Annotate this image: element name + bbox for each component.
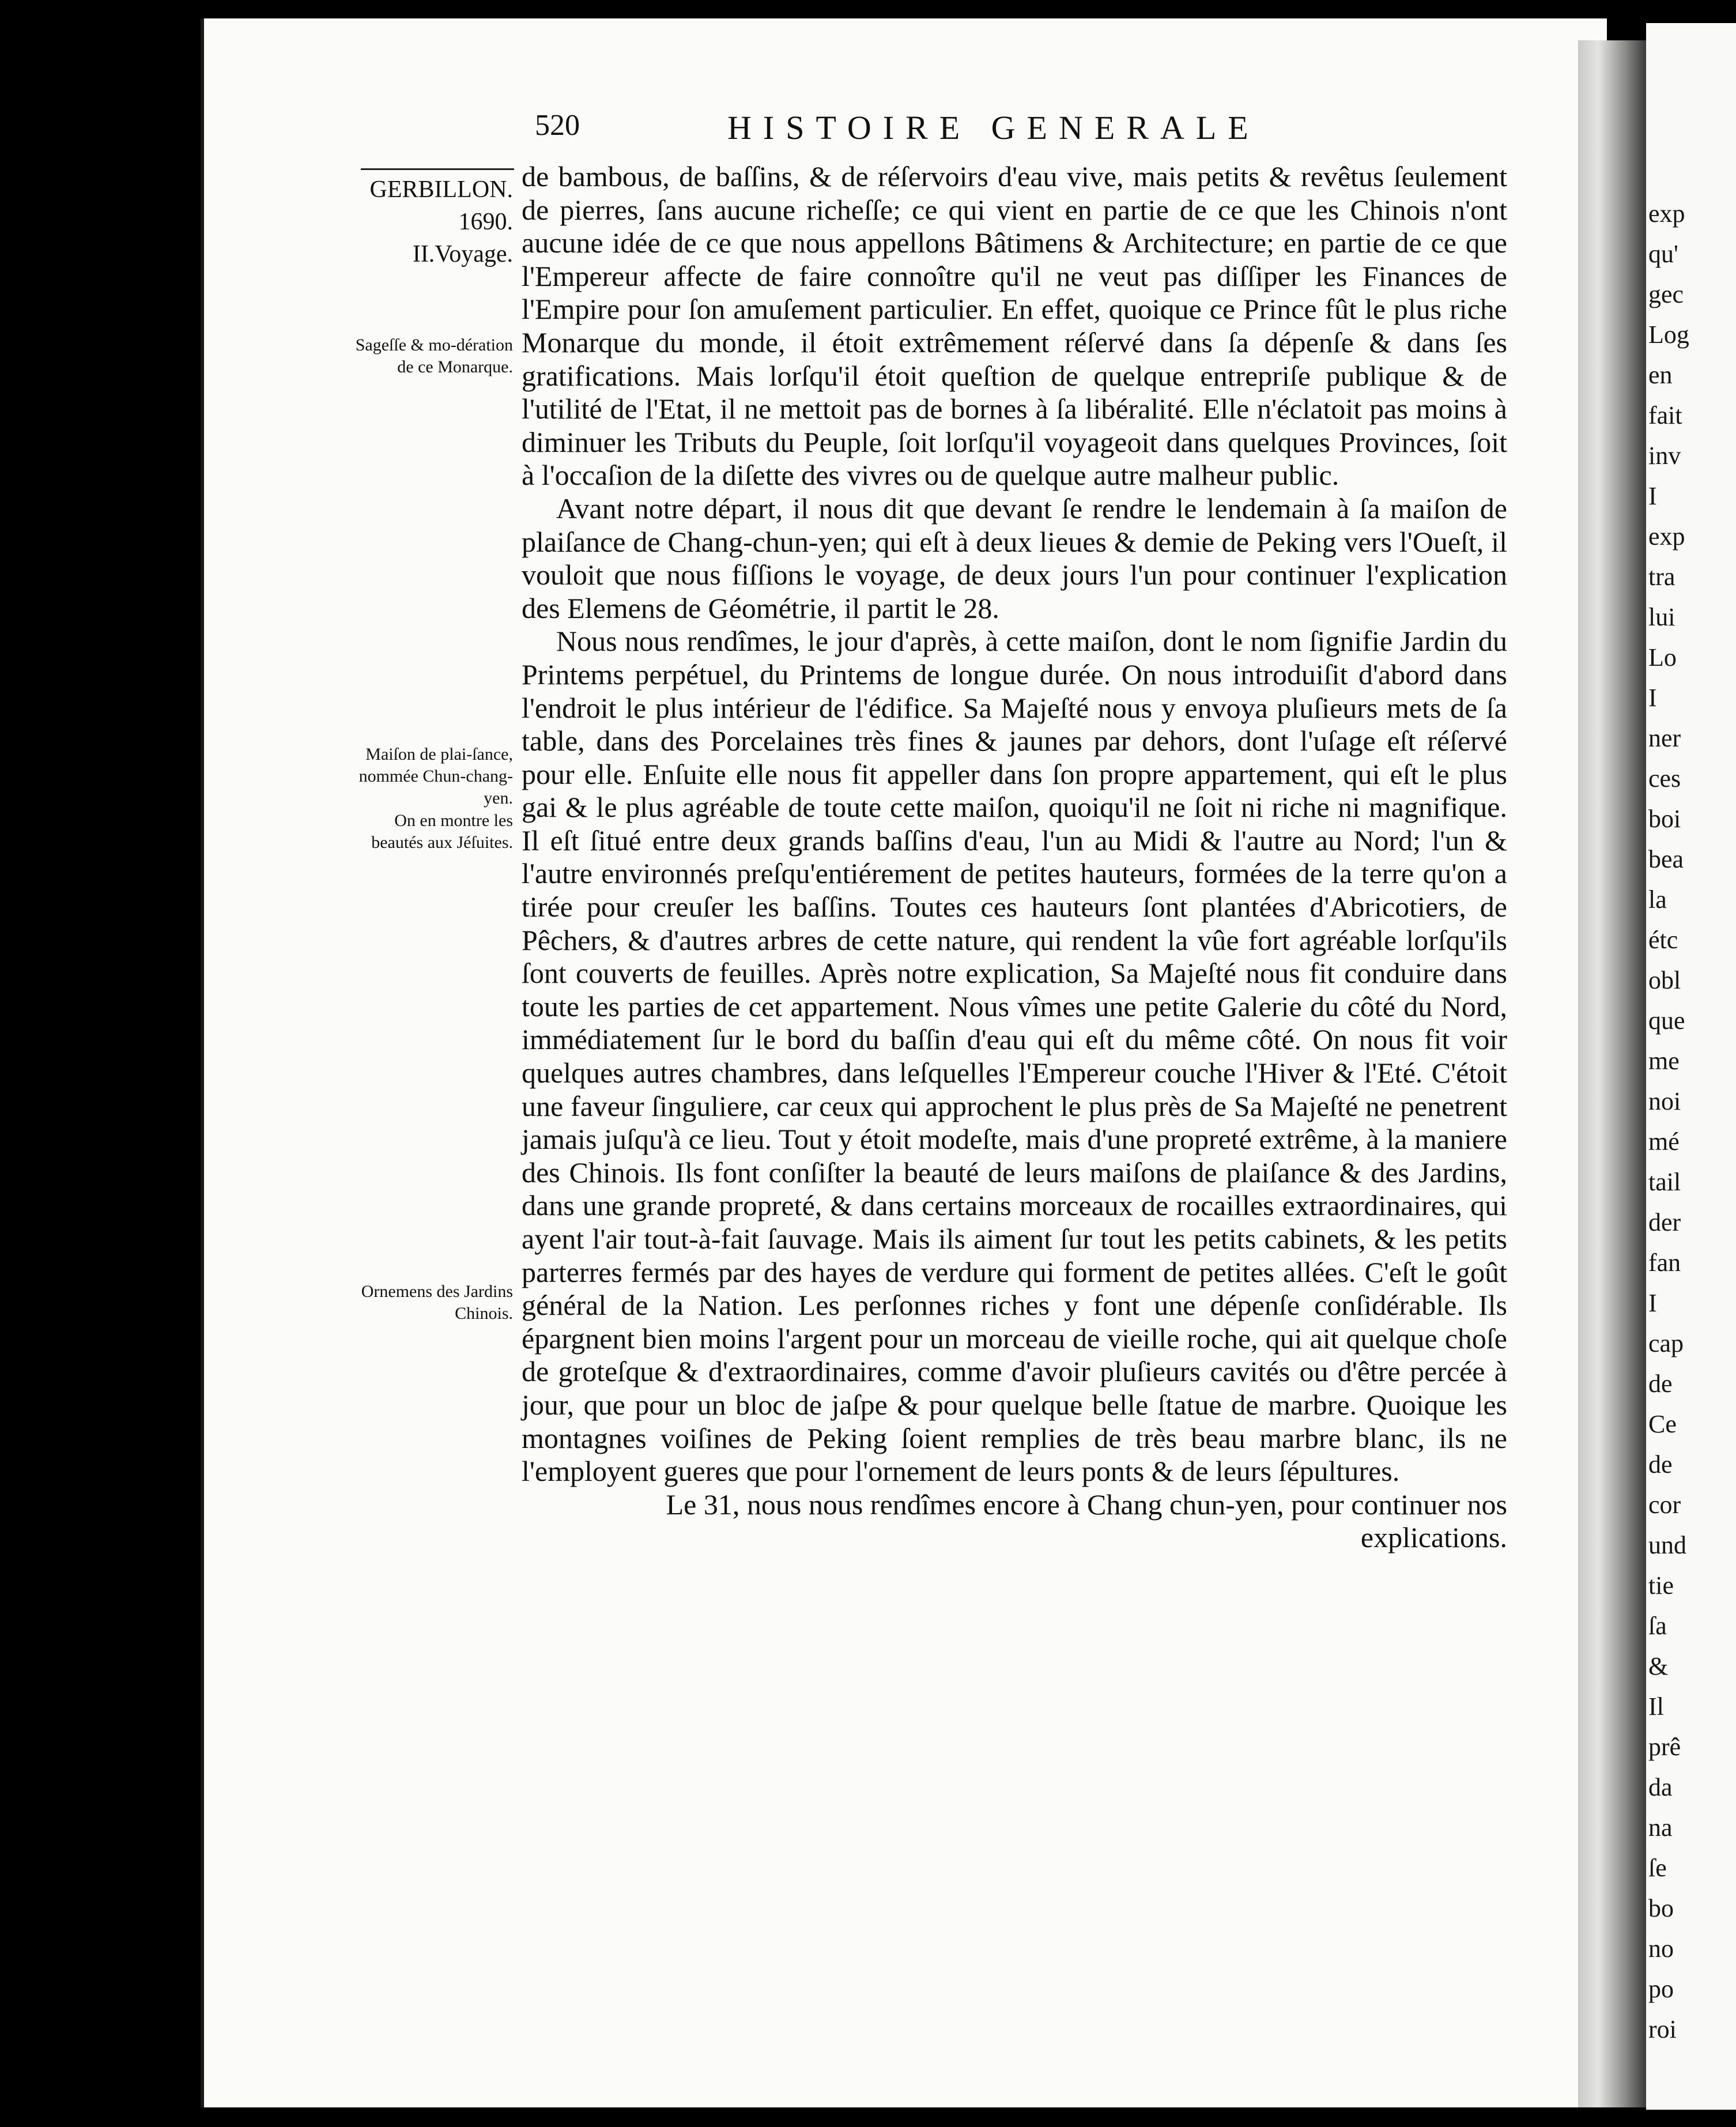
- facing-page-fragment: boi: [1648, 805, 1681, 833]
- margin-note-gardens: Ornemens des Jardins Chinois.: [361, 1282, 513, 1323]
- facing-page-fragment: und: [1648, 1531, 1686, 1559]
- facing-page-fragment: da: [1648, 1773, 1673, 1801]
- paragraph-2: Avant notre départ, il nous dit que devant ſe rendre le lendemain à ſa maiſon de plaiſance de Chang-chun-yen; qui eſt à deux lieues & demie de Peking vers l'Oueſt, il vouloit que nous fiſſions le voyage, de deux jours l'un pour continuer l'explication des Elemens de Géométrie, il partit le 28.: [522, 492, 1507, 624]
- facing-page-fragment: ſa: [1648, 1612, 1667, 1640]
- facing-page-fragment: bo: [1648, 1894, 1674, 1922]
- facing-page-fragment: me: [1648, 1047, 1680, 1075]
- facing-page-fragment: mé: [1648, 1127, 1680, 1156]
- facing-page-fragment: &: [1648, 1652, 1669, 1680]
- facing-page-fragment: tail: [1648, 1168, 1681, 1196]
- facing-page-fragment: I: [1648, 482, 1657, 510]
- facing-page-fragment: Log: [1648, 320, 1689, 349]
- facing-page-fragment: cap: [1648, 1329, 1684, 1357]
- facing-page-fragment: gec: [1648, 280, 1684, 308]
- facing-page-fragment: Il: [1648, 1692, 1664, 1721]
- facing-page-fragment: ſe: [1648, 1854, 1667, 1882]
- facing-page-edge: [1646, 23, 1736, 2110]
- facing-page-fragment: en: [1648, 361, 1673, 389]
- page-number: 520: [535, 109, 580, 142]
- facing-page-fragment: Lo: [1648, 643, 1677, 672]
- facing-page-fragment: étc: [1648, 926, 1678, 954]
- facing-page-fragment: exp: [1648, 199, 1685, 228]
- facing-page-fragment: fait: [1648, 401, 1682, 429]
- facing-page-fragment: inv: [1648, 442, 1681, 470]
- margin-note-beauties: On en montre les beautés aux Jéſuites.: [371, 811, 513, 852]
- facing-page-fragment: noi: [1648, 1087, 1681, 1115]
- book-gutter: [1578, 40, 1646, 2107]
- margin-rule: [361, 168, 514, 170]
- facing-page-fragment: I: [1648, 684, 1657, 712]
- facing-page-fragment: no: [1648, 1934, 1674, 1963]
- facing-page-fragment: qu': [1648, 240, 1678, 268]
- running-title: HISTOIRE GENERALE: [727, 109, 1260, 146]
- facing-page-fragment: roi: [1648, 2015, 1677, 2043]
- facing-page-fragment: ces: [1648, 764, 1681, 793]
- margin-note-author: GERBILLON.: [369, 176, 513, 203]
- facing-page-fragment: bea: [1648, 845, 1684, 873]
- facing-page-fragment: cor: [1648, 1491, 1681, 1519]
- facing-page-fragment: tie: [1648, 1571, 1674, 1600]
- facing-page-fragment: obl: [1648, 966, 1681, 994]
- paragraph-3: Nous nous rendîmes, le jour d'après, à cette maiſon, dont le nom ſignifie Jardin du Printems perpétuel, du Printems de longue durée. On nous introduiſit d'abord dans l'endroit le plus intérieur de l'édifice. Sa Majeſté nous y envoya pluſieurs mets de ſa table, dans des Porcelaines très fines & jaunes par dehors, dont l'uſage eſt réſervé pour elle. Enſuite elle nous fit appeller dans ſon propre appartement, qui eſt le plus gai & le plus agréable de toute cette maiſon, quoiqu'il ne ſoit ni riche ni magnifique. Il eſt ſitué entre deux grands baſſins d'eau, l'un au Midi & l'autre au Nord; l'un & l'autre environnés preſqu'entiérement de petites hauteurs, formées de la terre qu'on a tirée pour creuſer les baſſins. Toutes ces hauteurs ſont plantées d'Abricotiers, de Pêchers, & d'autres arbres de cette nature, qui rendent la vûe fort agréable lorſqu'ils ſont couverts de feuilles. Après notre explication, Sa Majeſté nous fit conduire dans toute les parties de cet appartement. Nous vîmes une petite Galerie du côté du Nord, immédiatement ſur le bord du baſſin d'eau qui eſt du même côté. On nous fit voir quelques autres chambres, dans leſquelles l'Empereur couche l'Hiver & l'Eté. C'étoit une faveur ſinguliere, car ceux qui approchent le plus près de Sa Majeſté ne penetrent jamais juſqu'à ce lieu. Tout y étoit modeſte, mais d'une propreté extrême, à la maniere des Chinois. Ils font conſiſter la beauté de leurs maiſons de plaiſance & des Jardins, dans une grande propreté, & dans certains morceaux de rocailles extraordinaires, qui ayent l'air tout-à-fait ſauvage. Mais ils aiment ſur tout les petits cabinets, & les petits parterres fermés par des hayes de verdure qui forment de petites allées. C'eſt le goût général de la Nation. Les perſonnes riches y font une dépenſe conſidérable. Ils épargnent bien moins l'argent pour un morceau de vieille roche, qui ait quelque choſe de groteſque & d'extraordinaires, comme d'avoir pluſieurs cavités ou d'être percée à jour, que pour un bloc de jaſpe & pour quelque belle ſtatue de marbre. Quoique les montagnes voiſines de Peking ſoient remplies de très beau marbre blanc, ils ne l'employent gueres que pour l'ornement de leurs ponts & de leurs ſépultures.: [522, 625, 1507, 1488]
- facing-page-fragment: exp: [1648, 522, 1685, 550]
- facing-page-fragment: de: [1648, 1450, 1673, 1479]
- facing-page-fragment: de: [1648, 1370, 1673, 1398]
- facing-page-fragment: I: [1648, 1289, 1657, 1317]
- facing-page-fragment: der: [1648, 1208, 1681, 1236]
- facing-page-fragment: na: [1648, 1813, 1673, 1842]
- facing-page-fragment: po: [1648, 1975, 1674, 2003]
- facing-page-fragment: lui: [1648, 603, 1675, 631]
- margin-note-voyage: II.Voyage.: [412, 241, 513, 267]
- facing-page-fragment: la: [1648, 885, 1667, 914]
- facing-page-fragment: fan: [1648, 1249, 1681, 1277]
- paragraph-4: Le 31, nous nous rendîmes encore à Chang chun-yen, pour continuer nos explications.: [666, 1488, 1507, 1554]
- facing-page-fragment: ner: [1648, 724, 1681, 752]
- facing-page-fragment: tra: [1648, 563, 1675, 591]
- facing-page-fragment: prê: [1648, 1733, 1681, 1761]
- margin-note-wisdom: Sageſſe & mo-dération de ce Monarque.: [355, 335, 513, 376]
- paragraph-1: de bambous, de baſſins, & de réſervoirs d'eau vive, mais petits & revêtus ſeulement de pierres, ſans aucune richeſſe; ce qui vient en partie de ce que les Chinois n'ont aucune idée de ce que nous appellons Bâtimens & Architecture; en partie de ce que l'Empereur affecte de faire connoître qu'il ne veut pas diſſiper les Finances de l'Empire pour ſon amuſement particulier. En effet, quoique ce Prince fût le plus riche Monarque du monde, il étoit extrêmement réſervé dans ſa dépenſe & dans ſes gratifications. Mais lorſqu'il étoit queſtion de quelque entrepriſe publique & de l'utilité de l'Etat, il ne mettoit pas de bornes à ſa libéralité. Elle n'éclatoit pas moins à diminuer les Tributs du Peuple, ſoit lorſqu'il voyageoit dans quelques Provinces, ſoit à l'occaſion de la diſette des vivres ou de quelque autre malheur public.: [522, 160, 1507, 492]
- facing-page-fragment: Ce: [1648, 1410, 1677, 1438]
- margin-note-house: Maiſon de plai-ſance, nommée Chun-chang-yen.: [358, 745, 513, 808]
- facing-page-fragment: que: [1648, 1006, 1685, 1035]
- body-text: [522, 160, 1507, 1555]
- margin-note-year: 1690.: [458, 209, 513, 235]
